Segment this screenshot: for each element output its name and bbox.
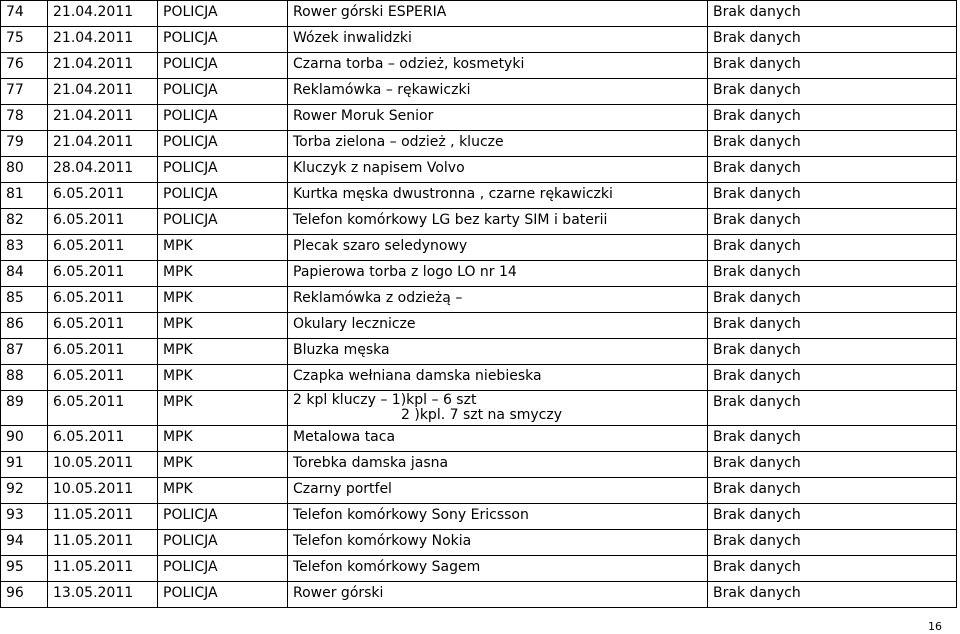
- item-description-cell-text: Bluzka męska: [293, 342, 390, 358]
- item-description-cell: [288, 105, 708, 131]
- row-number-cell: [1, 504, 48, 530]
- unit-cell: [158, 79, 288, 105]
- item-description-cell-text: Czarny portfel: [293, 481, 392, 497]
- table-row: [1, 426, 957, 452]
- item-description-cell-text: Rower górski ESPERIA: [293, 4, 447, 20]
- item-description-cell-text: Wózek inwalidzki: [293, 30, 412, 46]
- unit-cell: [158, 504, 288, 530]
- unit-cell-text: POLICJA: [163, 30, 218, 46]
- row-number-cell-text: 81: [6, 186, 24, 202]
- table-row: [1, 391, 957, 426]
- owner-cell: [708, 183, 957, 209]
- unit-cell: [158, 313, 288, 339]
- item-description-cell-text: Czarna torba – odzież, kosmetyki: [293, 56, 525, 72]
- unit-cell-text: MPK: [163, 368, 193, 384]
- date-cell-text: 21.04.2011: [53, 4, 134, 20]
- item-description-cell: [288, 556, 708, 582]
- row-number-cell-text: 96: [6, 585, 24, 601]
- table-row: [1, 504, 957, 530]
- unit-cell-text: POLICJA: [163, 4, 218, 20]
- item-description-cell: [288, 582, 708, 608]
- owner-cell-text: Brak danych: [713, 368, 801, 384]
- date-cell-text: 6.05.2011: [53, 264, 125, 280]
- unit-cell: [158, 365, 288, 391]
- date-cell-text: 21.04.2011: [53, 82, 134, 98]
- table-row: [1, 287, 957, 313]
- owner-cell: [708, 79, 957, 105]
- owner-cell-text: Brak danych: [713, 559, 801, 575]
- date-cell: [48, 27, 158, 53]
- owner-cell: [708, 209, 957, 235]
- owner-cell: [708, 53, 957, 79]
- row-number-cell: [1, 582, 48, 608]
- unit-cell-text: MPK: [163, 238, 193, 254]
- item-description-cell-text: Reklamówka – rękawiczki: [293, 82, 471, 98]
- item-description-cell-text: Telefon komórkowy Sagem: [293, 559, 481, 575]
- date-cell: [48, 339, 158, 365]
- unit-cell: [158, 452, 288, 478]
- owner-cell: [708, 235, 957, 261]
- date-cell-text: 21.04.2011: [53, 134, 134, 150]
- date-cell: [48, 131, 158, 157]
- unit-cell-text: POLICJA: [163, 56, 218, 72]
- owner-cell-text: Brak danych: [713, 342, 801, 358]
- item-description-cell-text: Czapka wełniana damska niebieska: [293, 368, 542, 384]
- table-body: [1, 1, 957, 608]
- unit-cell-text: POLICJA: [163, 585, 218, 601]
- date-cell: [48, 53, 158, 79]
- owner-cell-text: Brak danych: [713, 56, 801, 72]
- row-number-cell-text: 90: [6, 429, 24, 445]
- owner-cell: [708, 1, 957, 27]
- date-cell-text: 10.05.2011: [53, 481, 134, 497]
- table-row: [1, 157, 957, 183]
- item-description-cell: [288, 1, 708, 27]
- table-row: [1, 452, 957, 478]
- unit-cell-text: POLICJA: [163, 134, 218, 150]
- owner-cell: [708, 27, 957, 53]
- unit-cell: [158, 53, 288, 79]
- row-number-cell: [1, 426, 48, 452]
- owner-cell: [708, 426, 957, 452]
- item-description-cell: [288, 287, 708, 313]
- owner-cell-text: Brak danych: [713, 160, 801, 176]
- unit-cell-text: MPK: [163, 429, 193, 445]
- row-number-cell: [1, 287, 48, 313]
- row-number-cell: [1, 79, 48, 105]
- owner-cell-text: Brak danych: [713, 134, 801, 150]
- date-cell: [48, 157, 158, 183]
- item-description-cell: [288, 209, 708, 235]
- item-description-cell-text: Plecak szaro seledynowy: [293, 238, 468, 254]
- row-number-cell-text: 80: [6, 160, 24, 176]
- item-description-cell-text: Telefon komórkowy Nokia: [293, 533, 472, 549]
- item-description-cell: [288, 131, 708, 157]
- item-description-cell-text: Reklamówka z odzieżą –: [293, 290, 463, 306]
- row-number-cell: [1, 261, 48, 287]
- owner-cell-text: Brak danych: [713, 82, 801, 98]
- row-number-cell: [1, 105, 48, 131]
- owner-cell: [708, 504, 957, 530]
- date-cell-text: 28.04.2011: [53, 160, 134, 176]
- table-row: [1, 27, 957, 53]
- date-cell-text: 6.05.2011: [53, 316, 125, 332]
- unit-cell-text: POLICJA: [163, 212, 218, 228]
- item-description-cell: [288, 53, 708, 79]
- row-number-cell: [1, 157, 48, 183]
- date-cell-text: 6.05.2011: [53, 368, 125, 384]
- owner-cell: [708, 582, 957, 608]
- row-number-cell: [1, 391, 48, 426]
- item-description-line2: 2 )kpl. 7 szt na smyczy: [401, 407, 562, 423]
- owner-cell: [708, 157, 957, 183]
- table-row: [1, 235, 957, 261]
- unit-cell-text: POLICJA: [163, 160, 218, 176]
- row-number-cell: [1, 27, 48, 53]
- item-description-cell-text: Kurtka męska dwustronna , czarne rękawiczki: [293, 186, 613, 202]
- table-row: [1, 365, 957, 391]
- item-description-cell: [288, 313, 708, 339]
- row-number-cell: [1, 183, 48, 209]
- table-row: [1, 261, 957, 287]
- owner-cell-text: Brak danych: [713, 533, 801, 549]
- table-row: [1, 582, 957, 608]
- row-number-cell: [1, 365, 48, 391]
- owner-cell: [708, 261, 957, 287]
- owner-cell-text: Brak danych: [713, 585, 801, 601]
- unit-cell-text: POLICJA: [163, 559, 218, 575]
- item-description-cell: [288, 27, 708, 53]
- row-number-cell: [1, 209, 48, 235]
- owner-cell-text: Brak danych: [713, 108, 801, 124]
- owner-cell: [708, 287, 957, 313]
- unit-cell: [158, 287, 288, 313]
- row-number-cell-text: 93: [6, 507, 24, 523]
- unit-cell: [158, 478, 288, 504]
- item-description-cell: [288, 79, 708, 105]
- row-number-cell-text: 78: [6, 108, 24, 124]
- date-cell: [48, 478, 158, 504]
- unit-cell: [158, 1, 288, 27]
- item-description-cell-text: Okulary lecznicze: [293, 316, 416, 332]
- table-row: [1, 79, 957, 105]
- item-description-cell-text: 2 kpl kluczy – 1)kpl – 6 szt: [293, 392, 477, 408]
- row-number-cell: [1, 53, 48, 79]
- item-description-cell: [288, 339, 708, 365]
- row-number-cell-text: 94: [6, 533, 24, 549]
- row-number-cell: [1, 452, 48, 478]
- owner-cell-text: Brak danych: [713, 316, 801, 332]
- unit-cell: [158, 391, 288, 426]
- unit-cell-text: MPK: [163, 290, 193, 306]
- date-cell: [48, 504, 158, 530]
- owner-cell-text: Brak danych: [713, 507, 801, 523]
- date-cell: [48, 582, 158, 608]
- unit-cell: [158, 27, 288, 53]
- unit-cell: [158, 131, 288, 157]
- date-cell-text: 10.05.2011: [53, 455, 134, 471]
- item-description-cell-text: Telefon komórkowy LG bez karty SIM i baterii: [293, 212, 608, 228]
- unit-cell-text: MPK: [163, 316, 193, 332]
- owner-cell-text: Brak danych: [713, 238, 801, 254]
- table-row: [1, 131, 957, 157]
- owner-cell-text: Brak danych: [713, 429, 801, 445]
- date-cell-text: 6.05.2011: [53, 342, 125, 358]
- date-cell-text: 13.05.2011: [53, 585, 134, 601]
- row-number-cell-text: 86: [6, 316, 24, 332]
- item-description-cell-text: Kluczyk z napisem Volvo: [293, 160, 465, 176]
- row-number-cell: [1, 235, 48, 261]
- date-cell-text: 6.05.2011: [53, 212, 125, 228]
- owner-cell-text: Brak danych: [713, 30, 801, 46]
- item-description-cell: [288, 157, 708, 183]
- date-cell-text: 11.05.2011: [53, 533, 134, 549]
- unit-cell: [158, 235, 288, 261]
- owner-cell: [708, 478, 957, 504]
- owner-cell: [708, 131, 957, 157]
- unit-cell-text: POLICJA: [163, 533, 218, 549]
- row-number-cell-text: 82: [6, 212, 24, 228]
- table-row: [1, 339, 957, 365]
- unit-cell-text: MPK: [163, 481, 193, 497]
- item-description-cell: [288, 183, 708, 209]
- date-cell-text: 6.05.2011: [53, 290, 125, 306]
- unit-cell: [158, 157, 288, 183]
- date-cell: [48, 105, 158, 131]
- row-number-cell-text: 83: [6, 238, 24, 254]
- row-number-cell-text: 92: [6, 481, 24, 497]
- unit-cell-text: MPK: [163, 455, 193, 471]
- date-cell: [48, 1, 158, 27]
- item-description-cell-text: Rower górski: [293, 585, 384, 601]
- unit-cell: [158, 556, 288, 582]
- row-number-cell-text: 91: [6, 455, 24, 471]
- date-cell: [48, 365, 158, 391]
- date-cell: [48, 261, 158, 287]
- row-number-cell-text: 88: [6, 368, 24, 384]
- date-cell: [48, 426, 158, 452]
- owner-cell: [708, 530, 957, 556]
- item-description-cell: [288, 478, 708, 504]
- date-cell: [48, 209, 158, 235]
- item-description-cell: [288, 235, 708, 261]
- unit-cell: [158, 426, 288, 452]
- date-cell: [48, 183, 158, 209]
- date-cell-text: 6.05.2011: [53, 238, 125, 254]
- owner-cell-text: Brak danych: [713, 394, 801, 410]
- item-description-cell: [288, 452, 708, 478]
- item-description-cell: [288, 504, 708, 530]
- unit-cell: [158, 209, 288, 235]
- owner-cell: [708, 391, 957, 426]
- owner-cell-text: Brak danych: [713, 455, 801, 471]
- table-row: [1, 183, 957, 209]
- row-number-cell-text: 84: [6, 264, 24, 280]
- table-row: [1, 53, 957, 79]
- table-row: [1, 313, 957, 339]
- row-number-cell-text: 95: [6, 559, 24, 575]
- row-number-cell-text: 77: [6, 82, 24, 98]
- row-number-cell: [1, 530, 48, 556]
- unit-cell-text: POLICJA: [163, 507, 218, 523]
- row-number-cell-text: 79: [6, 134, 24, 150]
- unit-cell-text: POLICJA: [163, 82, 218, 98]
- row-number-cell-text: 76: [6, 56, 24, 72]
- item-description-cell-text: Torba zielona – odzież , klucze: [293, 134, 504, 150]
- item-description-cell: [288, 261, 708, 287]
- page-number: 16: [928, 620, 942, 633]
- unit-cell-text: POLICJA: [163, 186, 218, 202]
- item-description-cell-text: Telefon komórkowy Sony Ericsson: [293, 507, 529, 523]
- row-number-cell: [1, 339, 48, 365]
- item-description-cell: [288, 391, 708, 426]
- date-cell-text: 6.05.2011: [53, 429, 125, 445]
- row-number-cell-text: 74: [6, 4, 24, 20]
- owner-cell: [708, 365, 957, 391]
- row-number-cell-text: 87: [6, 342, 24, 358]
- table-row: [1, 1, 957, 27]
- unit-cell: [158, 582, 288, 608]
- table-row: [1, 530, 957, 556]
- owner-cell: [708, 556, 957, 582]
- date-cell-text: 11.05.2011: [53, 507, 134, 523]
- date-cell-text: 6.05.2011: [53, 394, 125, 410]
- unit-cell: [158, 530, 288, 556]
- owner-cell-text: Brak danych: [713, 212, 801, 228]
- row-number-cell: [1, 1, 48, 27]
- owner-cell-text: Brak danych: [713, 186, 801, 202]
- owner-cell-text: Brak danych: [713, 4, 801, 20]
- unit-cell-text: POLICJA: [163, 108, 218, 124]
- table-row: [1, 209, 957, 235]
- row-number-cell-text: 85: [6, 290, 24, 306]
- item-description-cell-text: Torebka damska jasna: [293, 455, 449, 471]
- item-description-cell: [288, 530, 708, 556]
- row-number-cell-text: 89: [6, 394, 24, 410]
- owner-cell-text: Brak danych: [713, 481, 801, 497]
- row-number-cell-text: 75: [6, 30, 24, 46]
- date-cell-text: 6.05.2011: [53, 186, 125, 202]
- item-description-cell: [288, 426, 708, 452]
- item-description-cell-text: Rower Moruk Senior: [293, 108, 434, 124]
- unit-cell: [158, 339, 288, 365]
- date-cell: [48, 235, 158, 261]
- unit-cell-text: MPK: [163, 342, 193, 358]
- row-number-cell: [1, 478, 48, 504]
- owner-cell: [708, 313, 957, 339]
- unit-cell-text: MPK: [163, 264, 193, 280]
- owner-cell: [708, 105, 957, 131]
- date-cell: [48, 287, 158, 313]
- table-row: [1, 478, 957, 504]
- date-cell: [48, 556, 158, 582]
- unit-cell: [158, 105, 288, 131]
- unit-cell-text: MPK: [163, 394, 193, 410]
- row-number-cell: [1, 131, 48, 157]
- row-number-cell: [1, 556, 48, 582]
- table-row: [1, 105, 957, 131]
- table-row: [1, 556, 957, 582]
- date-cell: [48, 79, 158, 105]
- row-number-cell: [1, 313, 48, 339]
- unit-cell: [158, 183, 288, 209]
- item-description-cell-text: Metalowa taca: [293, 429, 396, 445]
- owner-cell-text: Brak danych: [713, 264, 801, 280]
- date-cell: [48, 313, 158, 339]
- date-cell-text: 21.04.2011: [53, 56, 134, 72]
- date-cell-text: 21.04.2011: [53, 30, 134, 46]
- date-cell-text: 21.04.2011: [53, 108, 134, 124]
- item-description-cell: [288, 365, 708, 391]
- date-cell-text: 11.05.2011: [53, 559, 134, 575]
- date-cell: [48, 452, 158, 478]
- item-description-cell-text: Papierowa torba z logo LO nr 14: [293, 264, 517, 280]
- unit-cell: [158, 261, 288, 287]
- date-cell: [48, 391, 158, 426]
- owner-cell-text: Brak danych: [713, 290, 801, 306]
- owner-cell: [708, 452, 957, 478]
- owner-cell: [708, 339, 957, 365]
- date-cell: [48, 530, 158, 556]
